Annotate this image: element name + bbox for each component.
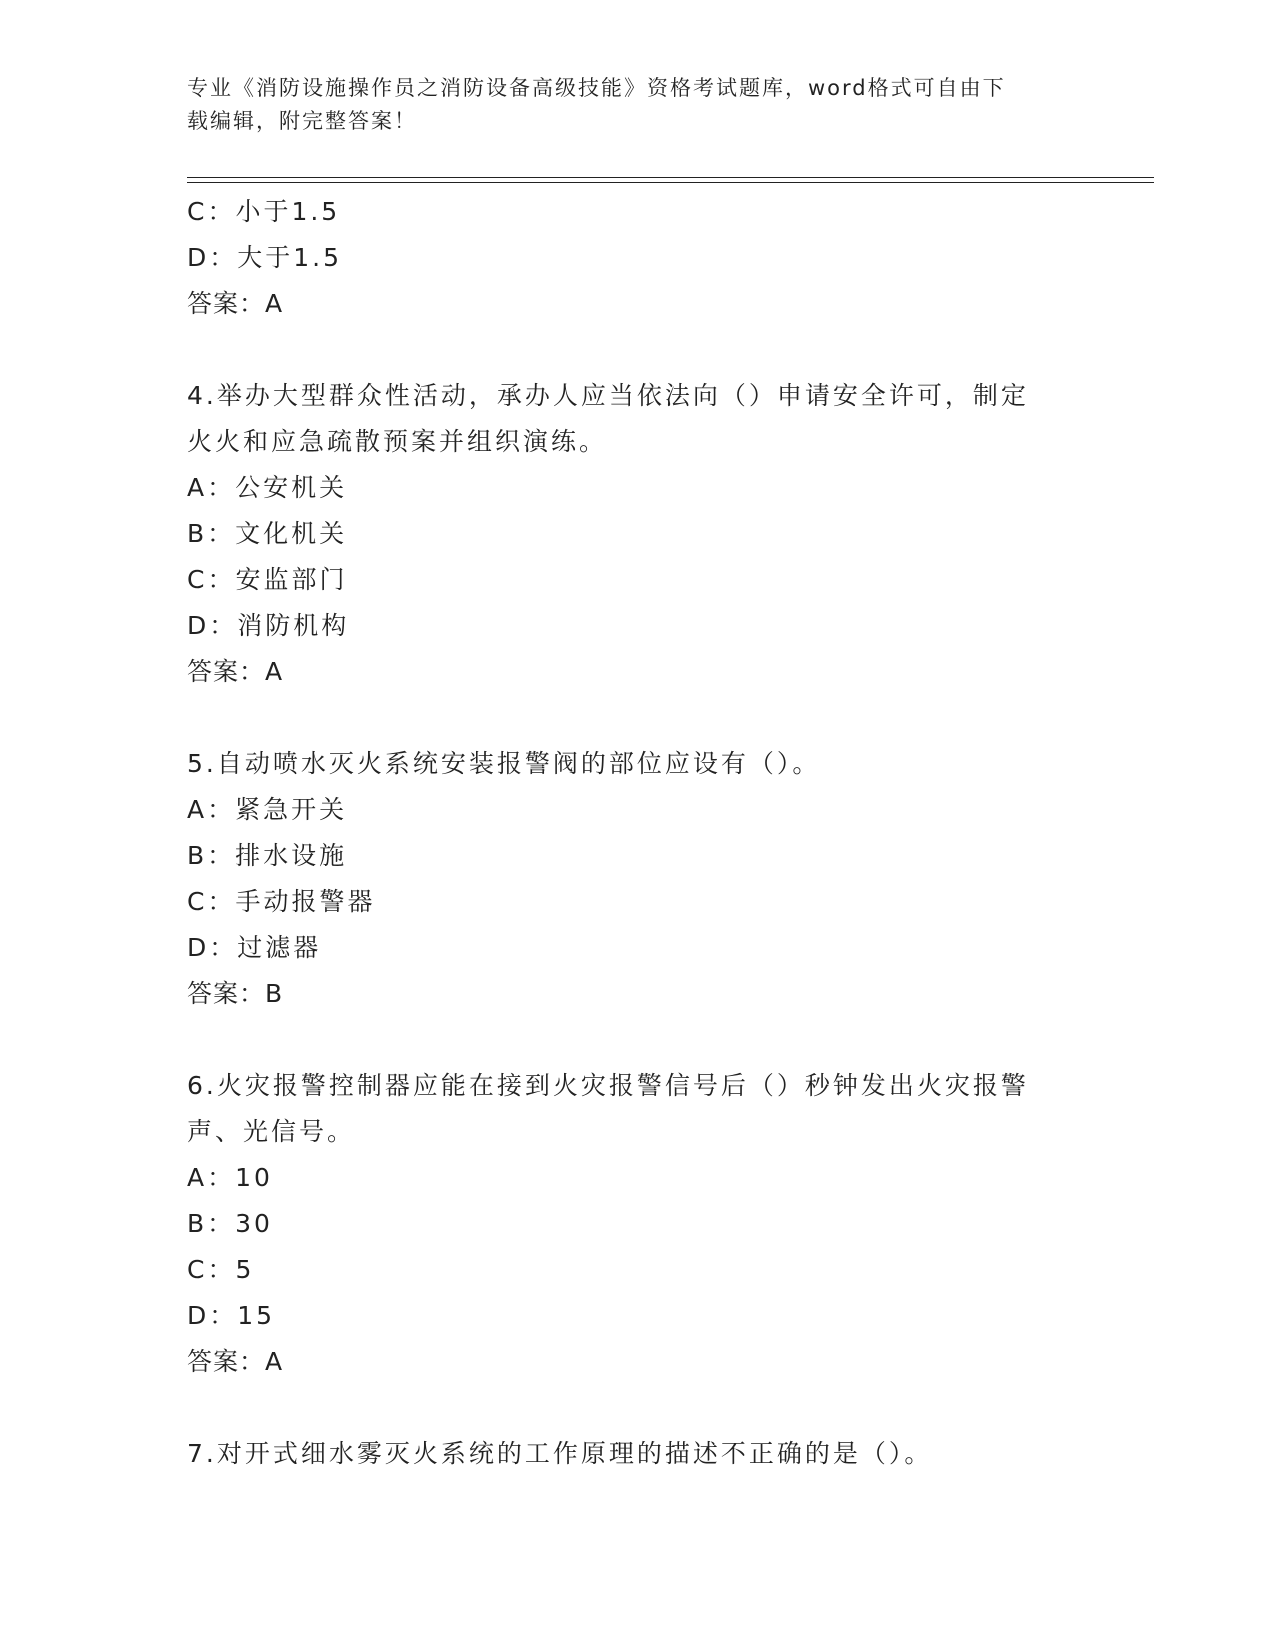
question-4-option-a: A：公安机关 [187, 473, 348, 502]
question-5-option-c: C：手动报警器 [187, 887, 376, 916]
question-4-text-2: 火火和应急疏散预案并组织演练。 [187, 427, 608, 456]
page-header [187, 72, 1087, 138]
question-5-text: 5.自动喷水灭火系统安装报警阀的部位应设有（）。 [187, 749, 821, 778]
question-5-option-d: D：过滤器 [187, 933, 322, 962]
question-6-option-a: A：10 [187, 1163, 273, 1192]
question-content [187, 189, 1087, 1477]
question-4-option-b: B：文化机关 [187, 519, 348, 548]
question-6-answer: 答案：A [187, 1347, 284, 1376]
question-6-option-d: D：15 [187, 1301, 276, 1330]
question-6-text-1: 6.火灾报警控制器应能在接到火灾报警信号后（）秒钟发出火灾报警 [187, 1071, 1029, 1100]
option-d: D：大于1.5 [187, 243, 343, 272]
header-line-1: 专业《消防设施操作员之消防设备高级技能》资格考试题库，word格式可自由下 [187, 76, 1006, 100]
question-4-option-c: C：安监部门 [187, 565, 348, 594]
header-line-2: 载编辑，附完整答案！ [187, 109, 417, 133]
header-divider-top [187, 177, 1154, 178]
question-4-text-1: 4.举办大型群众性活动，承办人应当依法向（）申请安全许可，制定 [187, 381, 1029, 410]
question-7-text: 7.对开式细水雾灭火系统的工作原理的描述不正确的是（）。 [187, 1439, 933, 1468]
question-5-option-a: A：紧急开关 [187, 795, 348, 824]
answer: 答案：A [187, 289, 284, 318]
question-5-answer: 答案：B [187, 979, 284, 1008]
question-6-option-b: B：30 [187, 1209, 273, 1238]
question-4-option-d: D：消防机构 [187, 611, 350, 640]
header-divider-bottom [187, 182, 1154, 183]
question-5-option-b: B：排水设施 [187, 841, 348, 870]
question-6-text-2: 声、光信号。 [187, 1117, 356, 1146]
option-c: C：小于1.5 [187, 197, 341, 226]
question-6-option-c: C：5 [187, 1255, 255, 1284]
question-4-answer: 答案：A [187, 657, 284, 686]
